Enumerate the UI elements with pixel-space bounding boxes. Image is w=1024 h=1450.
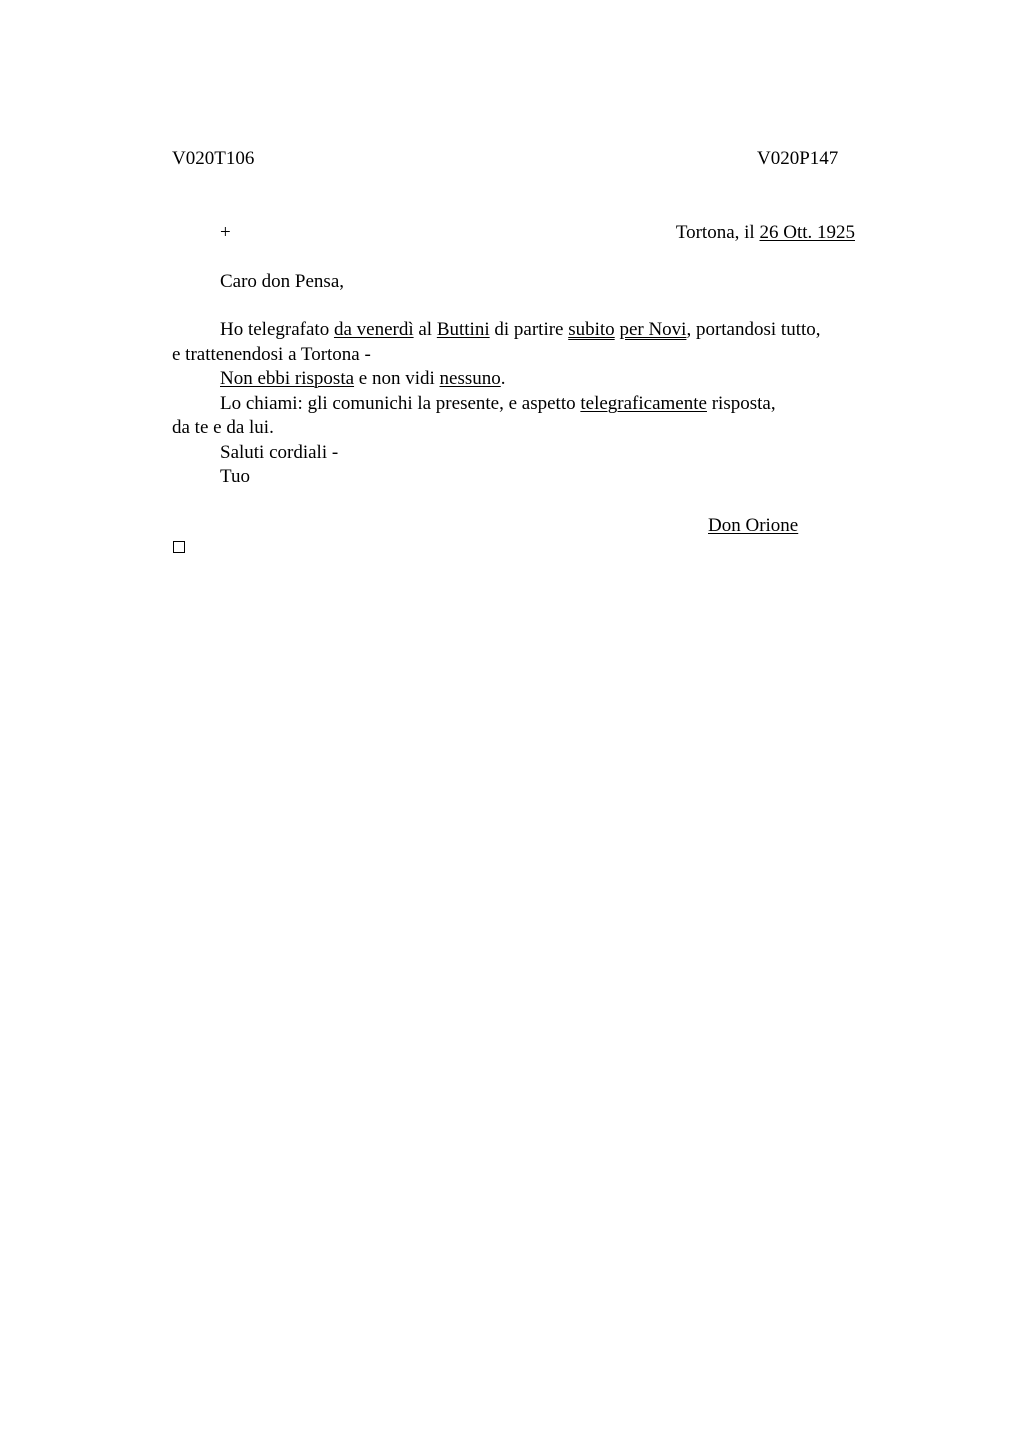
underlined-segment: Non ebbi risposta bbox=[220, 368, 355, 389]
text-segment: di partire bbox=[489, 319, 569, 340]
paragraph-1-line-2: e trattenendosi a Tortona - bbox=[172, 344, 371, 365]
document-code-left: V020T106 bbox=[172, 148, 255, 169]
text-segment: Ho telegrafato bbox=[220, 319, 334, 340]
paragraph-1-line-1 bbox=[220, 318, 821, 342]
document-code-right: V020P147 bbox=[757, 148, 839, 169]
salutation: Caro don Pensa, bbox=[220, 271, 345, 292]
cross-mark: + bbox=[220, 222, 231, 243]
paragraph-3-line-2: da te e da lui. bbox=[172, 417, 274, 438]
letter-date: 26 Ott. 1925 bbox=[759, 222, 855, 243]
text-segment: e non vidi bbox=[354, 368, 440, 389]
paragraph-3-line-1 bbox=[220, 392, 776, 416]
text-segment: , portandosi tutto, bbox=[686, 319, 821, 340]
underlined-segment: telegraficamente bbox=[580, 393, 707, 414]
underlined-segment: Buttini bbox=[436, 319, 490, 340]
underlined-segment: nessuno bbox=[439, 368, 501, 389]
letter-place-date bbox=[676, 221, 855, 245]
text-segment: risposta, bbox=[706, 393, 776, 414]
text-segment: Lo chiami: gli comunichi la presente, e aspetto bbox=[220, 393, 581, 414]
paragraph-2 bbox=[220, 367, 506, 391]
text-segment: al bbox=[413, 319, 437, 340]
double-underlined-segment: per Novi bbox=[619, 319, 687, 340]
place-label: Tortona, il bbox=[675, 222, 760, 243]
empty-square-icon bbox=[173, 541, 185, 553]
text-segment: . bbox=[500, 368, 506, 389]
closing-tuo: Tuo bbox=[220, 466, 250, 487]
underlined-segment: da venerdì bbox=[333, 319, 414, 340]
closing-greeting: Saluti cordiali - bbox=[220, 442, 339, 463]
double-underlined-segment: subito bbox=[568, 319, 615, 340]
signature: Don Orione bbox=[708, 515, 799, 536]
